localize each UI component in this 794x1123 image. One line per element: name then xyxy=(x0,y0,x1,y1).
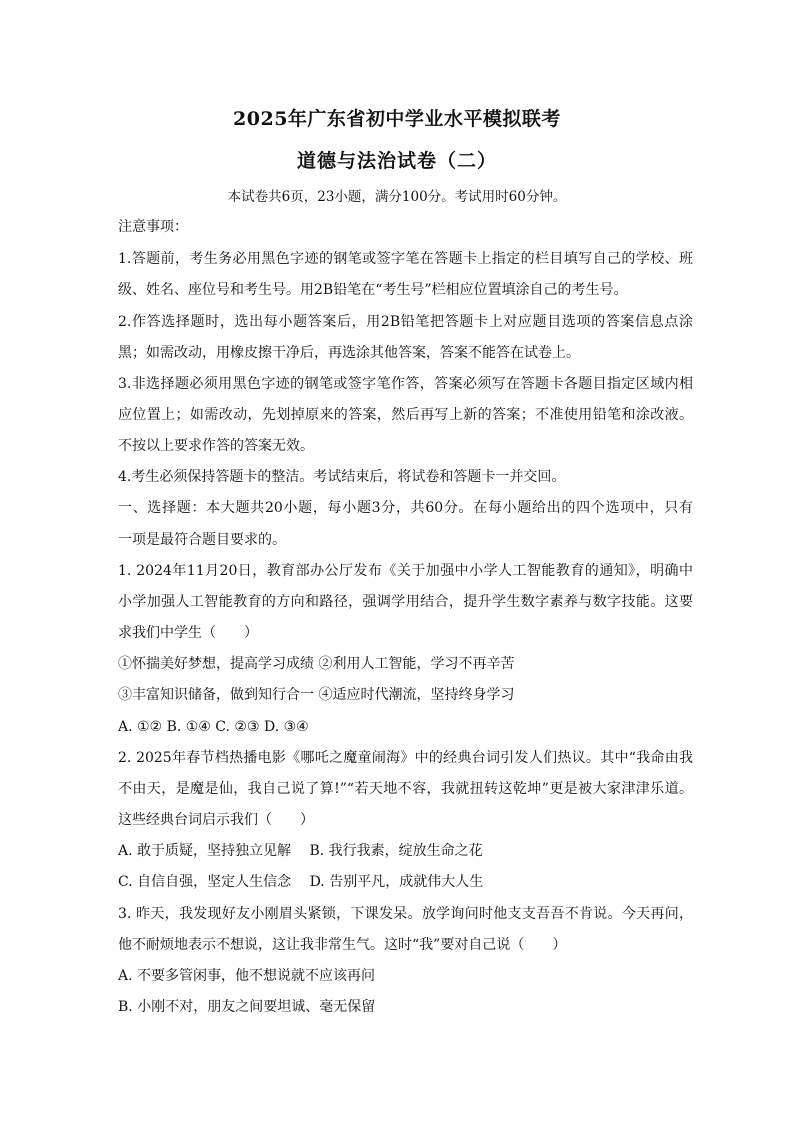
section-1-line-2: 一项是最符合题目要求的。 xyxy=(118,532,286,548)
question-3-line-2: 他不耐烦地表示不想说，这让我非常生气。这时“我”要对自己说（ ） xyxy=(118,937,567,953)
note-3-line-1: 3.非选择题必须用黑色字迹的钢笔或签字笔作答，答案必须写在答题卡各题目指定区域内相 xyxy=(118,376,693,392)
note-3-line-3: 不按以上要求作答的答案无效。 xyxy=(118,438,314,454)
question-1-line-2: 小学加强人工智能教育的方向和路径，强调学用结合，提升学生数字素养与数字技能。这要 xyxy=(118,594,693,610)
question-1-statements-1: ①怀揣美好梦想，提高学习成绩 ②利用人工智能，学习不再辛苦 xyxy=(118,656,515,672)
question-1-line-1: 1. 2024年11月20日，教育部办公厅发布《关于加强中小学人工智能教育的通知》，明确中 xyxy=(118,563,693,579)
question-3-option-b: B. 小刚不对，朋友之间要坦诚、毫无保留 xyxy=(118,999,376,1015)
note-4-line-1: 4.考生必须保持答题卡的整洁。考试结束后，将试卷和答题卡一并交回。 xyxy=(118,469,566,485)
question-2-options-cd: C. 自信自强，坚定人生信念 D. 告别平凡，成就伟大人生 xyxy=(118,874,484,890)
question-1-statements-2: ③丰富知识储备，做到知行合一 ④适应时代潮流，坚持终身学习 xyxy=(118,687,515,703)
exam-meta: 本试卷共6页，23小题，满分100分。考试用时60分钟。 xyxy=(227,189,567,205)
note-3-line-2: 应位置上；如需改动，先划掉原来的答案，然后再写上新的答案；不准使用铅笔和涂改液。 xyxy=(118,407,693,423)
question-1-line-3: 求我们中学生（ ） xyxy=(118,625,258,641)
question-2-line-3: 这些经典台词启示我们（ ） xyxy=(118,812,314,828)
note-2-line-2: 黑；如需改动，用橡皮擦干净后，再选涂其他答案，答案不能答在试卷上。 xyxy=(118,345,580,361)
question-3-option-a: A. 不要多管闲事，他不想说就不应该再问 xyxy=(118,968,376,984)
note-1-line-1: 1.答题前，考生务必用黑色字迹的钢笔或签字笔在答题卡上指定的栏目填写自己的学校、班 xyxy=(118,251,693,267)
section-1-line-1: 一、选择题：本大题共20小题，每小题3分，共60分。在每小题给出的四个选项中，只有 xyxy=(118,500,693,516)
question-1-options: A. ①② B. ①④ C. ②③ D. ③④ xyxy=(118,719,309,735)
exam-subject-title: 道德与法治试卷（二） xyxy=(296,150,497,172)
question-2-line-2: 不由天，是魔是仙，我自己说了算!”“若天地不容，我就扭转这乾坤”更是被大家津津乐道。 xyxy=(118,781,693,797)
note-2-line-1: 2.作答选择题时，选出每小题答案后，用2B铅笔把答题卡上对应题目选项的答案信息点涂 xyxy=(118,314,693,330)
question-2-line-1: 2. 2025年春节档热播电影《哪吒之魔童闹海》中的经典台词引发人们热议。其中“我命由我 xyxy=(118,750,693,766)
question-3-line-1: 3. 昨天，我发现好友小刚眉头紧锁，下课发呆。放学询问时他支支吾吾不肯说。今天再问， xyxy=(118,906,693,922)
note-1-line-2: 级、姓名、座位号和考生号。用2B铅笔在“考生号”栏相应位置填涂自己的考生号。 xyxy=(118,282,628,298)
notes-heading: 注意事项： xyxy=(118,219,188,235)
exam-title: 2025年广东省初中学业水平模拟联考 xyxy=(233,108,561,130)
question-2-options-ab: A. 敢于质疑，坚持独立见解 B. 我行我素，绽放生命之花 xyxy=(118,843,483,859)
